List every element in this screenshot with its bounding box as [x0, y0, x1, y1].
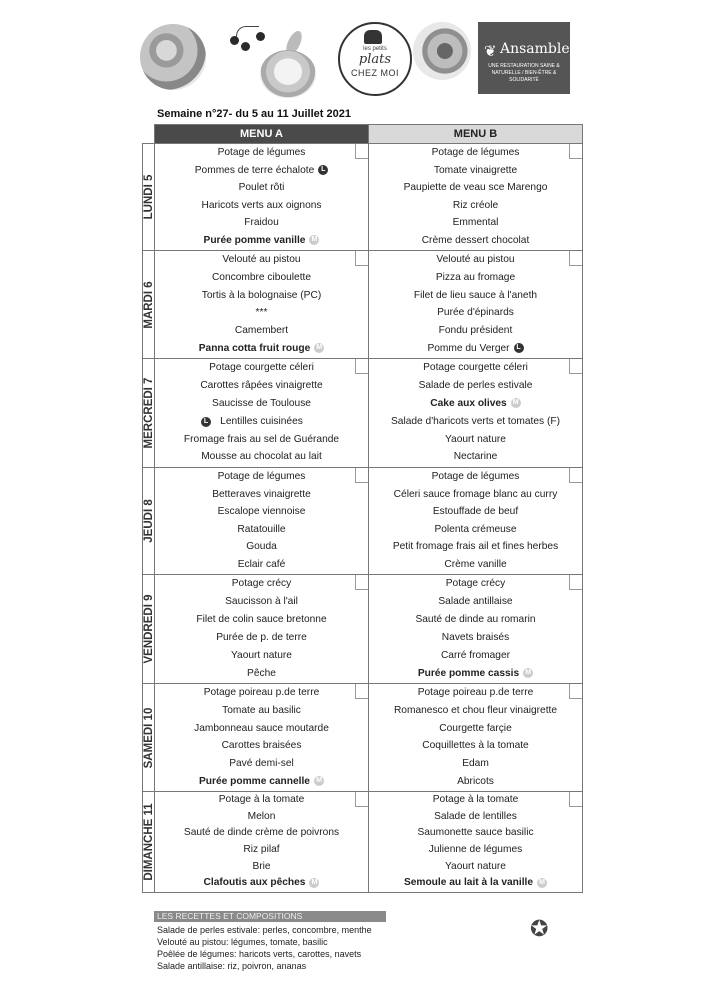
- dish-name: Polenta crémeuse: [434, 523, 517, 535]
- menu-item: [369, 538, 582, 556]
- homemade-badge-icon: M: [309, 235, 319, 245]
- dish-name: Salade antillaise: [438, 596, 513, 607]
- dish-name: Camembert: [234, 325, 289, 337]
- dish-name: Fraidou: [244, 217, 279, 229]
- homemade-badge-icon: M: [511, 398, 521, 408]
- dish-name: Edam: [462, 758, 489, 770]
- dish-photo: [413, 22, 471, 80]
- menu-item: [155, 809, 368, 826]
- menu-item: [369, 486, 582, 504]
- dish-name: Yaourt nature: [231, 650, 292, 661]
- day-label: LUNDI 5: [142, 174, 155, 220]
- cherry-icon: [230, 36, 239, 45]
- menu-item: [369, 322, 582, 340]
- menu-item: [369, 755, 582, 773]
- menu-item: [369, 503, 582, 521]
- day-row: [143, 251, 583, 359]
- menu-item: [155, 413, 368, 431]
- dish-name: Potage de légumes: [217, 471, 306, 482]
- dish-name: Abricots: [457, 775, 494, 787]
- dish-name: Betteraves vinaigrette: [212, 488, 311, 500]
- menu-item: [369, 395, 582, 413]
- cherry-icon: [241, 42, 250, 51]
- dish-name: Poulet rôti: [238, 182, 285, 194]
- menu-item: [369, 575, 582, 593]
- menu-item: [155, 684, 368, 702]
- dish-name: Saucisson à l'ail: [225, 596, 298, 607]
- day-label: MARDI 6: [142, 280, 155, 329]
- menu-item: [155, 665, 368, 683]
- star-logo-icon: ✪: [530, 916, 549, 941]
- dish-name: Pommes de terre échalote: [194, 164, 315, 176]
- menu-item: [369, 521, 582, 539]
- dish-name: Eclair café: [237, 558, 286, 570]
- menu-b-cell: [369, 684, 583, 792]
- menu-b-header: MENU B: [369, 125, 583, 144]
- dish-name: Salade d'haricots verts et tomates (F): [391, 415, 560, 427]
- dish-name: Melon: [247, 810, 276, 822]
- day-row: [143, 144, 583, 251]
- menu-item: [155, 395, 368, 413]
- dish-name: Purée de p. de terre: [216, 632, 307, 643]
- dish-name: Estouffade de beuf: [432, 506, 519, 518]
- pie-photo: [140, 24, 206, 90]
- menu-a-cell: [155, 468, 369, 575]
- menu-item: [369, 859, 582, 876]
- menu-item: [369, 340, 582, 358]
- day-cell: [143, 468, 155, 575]
- dish-name: Pavé demi-sel: [229, 758, 294, 770]
- homemade-badge-icon: M: [537, 878, 547, 888]
- menu-item: [369, 359, 582, 377]
- menu-b-cell: [369, 792, 583, 893]
- ansamble-logo: ❦ Ansamble UNE RESTAURATION SAINE & NATURELLE / BIEN-ÊTRE & SOLIDARITÉ: [478, 22, 570, 94]
- homemade-badge-icon: M: [314, 776, 324, 786]
- dish-name: Petit fromage frais ail et fines herbes: [392, 541, 559, 553]
- menu-item: [155, 629, 368, 647]
- menu-item: [369, 162, 582, 180]
- dish-name: Potage courgette céleri: [423, 362, 528, 373]
- menu-item: [369, 556, 582, 574]
- dish-name: Pomme du Verger: [427, 342, 510, 354]
- dish-name: Sauté de dinde crème de poivrons: [183, 827, 340, 839]
- dish-name: Navets braisés: [441, 632, 510, 643]
- dish-name: Carottes râpées vinaigrette: [200, 379, 323, 391]
- menu-a-cell: [155, 359, 369, 468]
- day-row: [143, 575, 583, 684]
- day-label: SAMEDI 10: [142, 707, 155, 768]
- menu-item: [155, 251, 368, 269]
- dish-name: Filet de lieu sauce à l'aneth: [413, 289, 538, 301]
- menu-item: [155, 720, 368, 738]
- menu-a-cell: [155, 144, 369, 251]
- menu-item: [369, 269, 582, 287]
- menu-item: [155, 702, 368, 720]
- menu-a-cell: [155, 251, 369, 359]
- menu-item: [155, 377, 368, 395]
- cherry-icon: [256, 32, 265, 41]
- menu-item: [369, 629, 582, 647]
- day-cell: [143, 684, 155, 792]
- menu-item: [155, 340, 368, 358]
- menu-item: [155, 269, 368, 287]
- dish-name: Coquillettes à la tomate: [422, 740, 529, 752]
- menu-item: [155, 287, 368, 305]
- day-cell: [143, 792, 155, 893]
- homemade-badge-icon: M: [523, 668, 533, 678]
- dish-name: Panna cotta fruit rouge: [198, 342, 311, 354]
- menu-item: [155, 538, 368, 556]
- menu-item: [369, 431, 582, 449]
- dish-name: Emmental: [452, 217, 499, 229]
- menu-item: [155, 144, 368, 162]
- menu-item: [369, 665, 582, 683]
- dish-name: Clafoutis aux pêches: [203, 877, 306, 889]
- dish-name: Cake aux olives: [430, 397, 507, 409]
- dish-name: Haricots verts aux oignons: [201, 199, 322, 211]
- homemade-badge-icon: M: [314, 343, 324, 353]
- dish-name: Fondu président: [438, 325, 513, 337]
- menu-item: [369, 448, 582, 466]
- menu-b-cell: [369, 468, 583, 575]
- day-cell: [143, 575, 155, 684]
- menu-item: [369, 737, 582, 755]
- menu-a-header: MENU A: [155, 125, 369, 144]
- menu-item: [369, 468, 582, 486]
- chef-hat-icon: [364, 30, 382, 44]
- menu-item: [369, 593, 582, 611]
- recipe-line: Salade de perles estivale: perles, concombre, menthe: [157, 925, 372, 935]
- menu-b-cell: [369, 359, 583, 468]
- menu-item: [155, 737, 368, 755]
- menu-a-cell: [155, 684, 369, 792]
- dish-name: Pêche: [247, 668, 276, 679]
- menu-item: [155, 322, 368, 340]
- bowl-photo: [260, 50, 316, 98]
- leaf-icon: ❦: [484, 43, 497, 60]
- menu-item: [155, 197, 368, 215]
- menu-item: [369, 792, 582, 809]
- dish-name: Potage crécy: [231, 578, 292, 589]
- menu-item: [369, 773, 582, 791]
- menu-item: [369, 179, 582, 197]
- dish-name: Sauté de dinde au romarin: [415, 614, 536, 625]
- menu-b-cell: [369, 251, 583, 359]
- menu-item: [369, 825, 582, 842]
- week-title: Semaine n°27- du 5 au 11 Juillet 2021: [157, 108, 351, 120]
- menu-item: [369, 287, 582, 305]
- dish-name: Tortis à la bolognaise (PC): [201, 289, 322, 301]
- menu-b-cell: [369, 144, 583, 251]
- dish-name: Riz créole: [452, 199, 499, 211]
- menu-item: [369, 720, 582, 738]
- day-label: VENDREDI 9: [142, 594, 155, 664]
- day-label: DIMANCHE 11: [142, 803, 155, 881]
- dish-name: Pizza au fromage: [435, 271, 516, 283]
- dish-name: Salade de perles estivale: [418, 379, 533, 391]
- day-cell: [143, 251, 155, 359]
- dish-name: Gouda: [246, 541, 277, 553]
- recipe-line: Velouté au pistou: légumes, tomate, basilic: [157, 937, 328, 947]
- menu-item: [155, 556, 368, 574]
- homemade-badge-icon: M: [309, 878, 319, 888]
- dish-name: Saucisse de Toulouse: [212, 397, 311, 409]
- menu-item: [155, 179, 368, 197]
- header-spacer: [143, 125, 155, 144]
- dish-name: Velouté au pistou: [222, 254, 301, 265]
- menu-table: [142, 124, 583, 893]
- menu-item: [155, 431, 368, 449]
- menu-item: [369, 647, 582, 665]
- dish-name: Purée pomme cassis: [417, 668, 520, 679]
- dish-name: Potage de légumes: [431, 471, 520, 482]
- dish-name: Crème dessert chocolat: [421, 234, 530, 246]
- dish-name: Potage de légumes: [217, 147, 306, 158]
- menu-item: [155, 755, 368, 773]
- menu-item: [155, 503, 368, 521]
- day-cell: [143, 144, 155, 251]
- menu-item: [369, 232, 582, 250]
- dish-name: Romanesco et chou fleur vinaigrette: [393, 704, 558, 716]
- menu-item: [155, 647, 368, 665]
- recipes-list: [157, 924, 372, 972]
- dish-name: Jambonneau sauce moutarde: [194, 722, 329, 734]
- menu-item: [155, 825, 368, 842]
- dish-name: Velouté au pistou: [436, 254, 515, 265]
- dish-name: Purée pomme vanille: [203, 234, 306, 246]
- menu-item: [369, 875, 582, 892]
- menu-item: [155, 792, 368, 809]
- dish-name: Céleri sauce fromage blanc au curry: [393, 488, 558, 500]
- day-row: [143, 359, 583, 468]
- menu-item: [369, 197, 582, 215]
- dish-name: Purée pomme cannelle: [199, 775, 310, 787]
- dish-name: Mousse au chocolat au lait: [201, 451, 322, 463]
- day-label: MERCREDI 7: [142, 377, 155, 449]
- menu-item: [155, 875, 368, 892]
- dish-name: Crème vanille: [444, 558, 507, 570]
- dish-name: Lentilles cuisinées: [220, 415, 303, 427]
- menu-item: [369, 684, 582, 702]
- dish-name: Paupiette de veau sce Marengo: [403, 182, 548, 194]
- dish-name: Tomate vinaigrette: [433, 164, 518, 176]
- recipe-line: Poêlée de légumes: haricots verts, carottes, navets: [157, 949, 362, 959]
- dish-name: Nectarine: [453, 451, 498, 463]
- day-label: JEUDI 8: [142, 499, 155, 543]
- dish-name: Potage courgette céleri: [209, 362, 314, 373]
- dish-name: Ratatouille: [237, 523, 286, 535]
- dish-name: Carré fromager: [440, 650, 511, 661]
- day-row: [143, 468, 583, 575]
- menu-item: [369, 144, 582, 162]
- dish-name: Brie: [252, 860, 271, 872]
- dish-name: Carottes braisées: [221, 740, 302, 752]
- menu-item: [369, 809, 582, 826]
- label-badge-icon: L: [318, 165, 328, 175]
- menu-item: [369, 702, 582, 720]
- dish-name: Filet de colin sauce bretonne: [196, 614, 327, 625]
- dish-name: Courgette farçie: [439, 722, 512, 734]
- dish-name: ***: [255, 307, 268, 319]
- menu-item: [155, 162, 368, 180]
- menu-item: [155, 359, 368, 377]
- dish-name: Riz pilaf: [243, 844, 280, 856]
- menu-a-cell: [155, 792, 369, 893]
- recipe-line: Salade antillaise: riz, poivron, ananas: [157, 961, 307, 971]
- menu-item: [155, 468, 368, 486]
- dish-name: Potage à la tomate: [218, 794, 305, 805]
- menu-item: [369, 251, 582, 269]
- menu-item: [155, 842, 368, 859]
- day-row: [143, 792, 583, 893]
- dish-name: Potage crécy: [445, 578, 506, 589]
- menu-item: [369, 413, 582, 431]
- recipes-header: LES RECETTES ET COMPOSITIONS: [154, 911, 386, 922]
- day-cell: [143, 359, 155, 468]
- dish-name: Purée d'épinards: [437, 307, 514, 319]
- menu-item: [155, 304, 368, 322]
- menu-item: [155, 575, 368, 593]
- dish-name: Salade de lentilles: [434, 810, 517, 822]
- menu-item: [155, 486, 368, 504]
- menu-item: [155, 611, 368, 629]
- menu-item: [369, 214, 582, 232]
- menu-item: [155, 859, 368, 876]
- menu-item: [155, 521, 368, 539]
- menu-a-cell: [155, 575, 369, 684]
- dish-name: Escalope viennoise: [217, 506, 306, 518]
- label-badge-icon: L: [514, 343, 524, 353]
- menu-b-cell: [369, 575, 583, 684]
- day-row: [143, 684, 583, 792]
- menu-item: [155, 232, 368, 250]
- menu-item: [369, 842, 582, 859]
- dish-name: Potage poireau p.de terre: [417, 687, 534, 698]
- dish-name: Potage à la tomate: [432, 794, 519, 805]
- dish-name: Fromage frais au sel de Guérande: [183, 433, 340, 445]
- menu-item: [155, 448, 368, 466]
- dish-name: Concombre ciboulette: [211, 271, 312, 283]
- petits-plats-logo: les petits plats CHEZ MOI: [338, 22, 412, 96]
- menu-item: [369, 377, 582, 395]
- label-badge-icon: L: [201, 417, 211, 427]
- menu-item: [155, 214, 368, 232]
- menu-item: [155, 773, 368, 791]
- menu-item: [155, 593, 368, 611]
- dish-name: Saumonette sauce basilic: [417, 827, 534, 839]
- dish-name: Potage poireau p.de terre: [203, 687, 320, 698]
- dish-name: Julienne de légumes: [428, 844, 523, 856]
- dish-name: Yaourt nature: [445, 860, 506, 872]
- dish-name: Potage de légumes: [431, 147, 520, 158]
- header-banner: [138, 20, 570, 95]
- dish-name: Tomate au basilic: [222, 704, 301, 716]
- dish-name: Semoule au lait à la vanille: [403, 877, 534, 889]
- menu-item: [369, 304, 582, 322]
- dish-name: Yaourt nature: [445, 433, 506, 445]
- menu-item: [369, 611, 582, 629]
